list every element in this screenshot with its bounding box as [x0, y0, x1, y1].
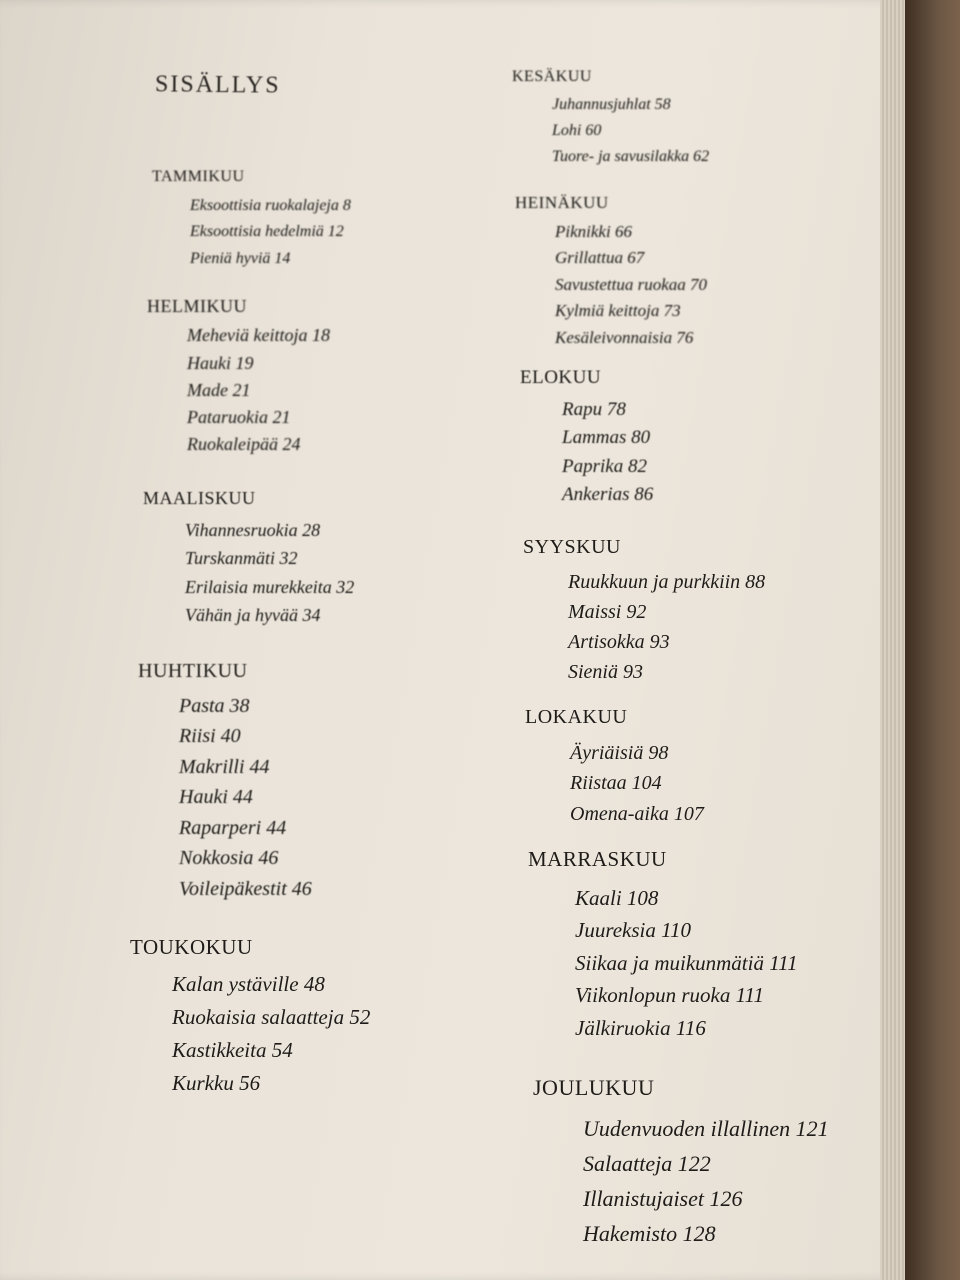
chapter-list: [552, 92, 709, 170]
chapter-entry: Kylmiä keittoja 73: [555, 301, 681, 320]
chapter-list: [179, 691, 312, 905]
book-edge-shadow: [905, 0, 960, 1280]
toc-section-lokakuu: [525, 702, 704, 829]
toc-section-elokuu: [520, 364, 653, 509]
chapter-entry: Juureksia 110: [575, 918, 692, 942]
page-edges: [880, 0, 905, 1280]
toc-section-maaliskuu: [143, 484, 354, 630]
chapter-entry: Turskanmäti 32: [185, 548, 298, 568]
month-heading: SYYSKUU: [523, 536, 621, 558]
chapter-entry: Ruokaleipää 24: [187, 434, 301, 455]
chapter-entry: Voileipäkestit 46: [179, 877, 312, 900]
chapter-entry: Kurkku 56: [172, 1071, 261, 1095]
chapter-entry: Pataruokia 21: [187, 407, 291, 428]
chapter-entry: Makrilli 44: [179, 755, 270, 778]
chapter-entry: Riistaa 104: [570, 772, 662, 794]
chapter-entry: Eksoottisia ruokalajeja 8: [190, 196, 351, 214]
toc-section-toukokuu: [130, 931, 370, 1100]
chapter-list: [190, 193, 351, 273]
chapter-list: [562, 396, 653, 509]
chapter-entry: Kesäleivonnaisia 76: [555, 327, 694, 347]
chapter-list: [187, 322, 330, 458]
month-heading: HUHTIKUU: [138, 660, 248, 682]
chapter-entry: Pieniä hyviä 14: [190, 249, 291, 267]
month-heading: JOULUKUU: [533, 1075, 655, 1100]
chapter-entry: Riisi 40: [179, 725, 241, 747]
chapter-entry: Made 21: [187, 379, 251, 400]
chapter-entry: Juhannusjuhlat 58: [552, 96, 671, 113]
page-title: SISÄLLYS: [154, 71, 281, 99]
chapter-entry: Lammas 80: [562, 427, 651, 449]
month-heading: HEINÄKUU: [515, 193, 609, 212]
toc-section-tammikuu: [152, 164, 351, 272]
chapter-entry: Savustettua ruokaa 70: [555, 274, 708, 294]
chapter-entry: Grillattua 67: [555, 248, 645, 267]
chapter-entry: Tuore- ja savusilakka 62: [552, 148, 710, 165]
chapter-entry: Kastikkeita 54: [172, 1038, 293, 1062]
chapter-entry: Illanistujaiset 126: [583, 1186, 743, 1211]
chapter-entry: Kalan ystäville 48: [172, 972, 325, 996]
chapter-entry: Lohi 60: [552, 122, 602, 139]
chapter-entry: Rapu 78: [562, 399, 626, 421]
chapter-entry: Pasta 38: [179, 694, 250, 717]
toc-section-heinäkuu: [515, 190, 707, 351]
chapter-list: [583, 1111, 829, 1251]
month-heading: ELOKUU: [520, 367, 602, 388]
month-heading: TAMMIKUU: [152, 168, 245, 185]
chapter-entry: Vähän ja hyvää 34: [185, 605, 321, 625]
chapter-entry: Siikaa ja muikunmätiä 111: [575, 950, 798, 975]
chapter-entry: Piknikki 66: [555, 221, 632, 241]
month-heading: TOUKOKUU: [130, 935, 253, 959]
chapter-entry: Hauki 44: [179, 786, 253, 808]
chapter-entry: Uudenvuoden illallinen 121: [583, 1116, 829, 1141]
toc-section-joulukuu: [533, 1070, 829, 1251]
chapter-list: [575, 882, 798, 1045]
chapter-list: [185, 516, 354, 630]
chapter-entry: Artisokka 93: [568, 631, 670, 653]
toc-section-syyskuu: [523, 532, 765, 687]
chapter-list: [570, 738, 704, 830]
chapter-entry: Paprika 82: [562, 455, 647, 477]
chapter-entry: Nokkosia 46: [179, 847, 279, 869]
month-heading: MAALISKUU: [143, 488, 256, 508]
chapter-entry: Hauki 19: [187, 352, 254, 373]
chapter-entry: Omena-aika 107: [570, 802, 704, 825]
chapter-entry: Äyriäisiä 98: [570, 741, 669, 764]
chapter-list: [172, 968, 370, 1100]
month-heading: KESÄKUU: [512, 68, 592, 85]
chapter-list: [555, 219, 707, 352]
chapter-entry: Meheviä keittoja 18: [187, 325, 330, 346]
chapter-entry: Eksoottisia hedelmiä 12: [190, 223, 344, 240]
toc-section-helmikuu: [147, 293, 330, 459]
chapter-entry: Ankerias 86: [562, 483, 654, 505]
chapter-entry: Vihannesruokia 28: [185, 519, 321, 540]
chapter-entry: Raparperi 44: [179, 816, 287, 839]
chapter-entry: Ruukkuun ja purkkiin 88: [568, 571, 766, 593]
chapter-entry: Ruokaisia salaatteja 52: [172, 1005, 371, 1029]
toc-section-marraskuu: [528, 843, 798, 1044]
chapter-list: [568, 567, 765, 687]
chapter-entry: Erilaisia murekkeita 32: [185, 576, 355, 597]
chapter-entry: Sieniä 93: [568, 661, 643, 683]
month-heading: LOKAKUU: [525, 706, 628, 728]
toc-section-kesäkuu: [512, 64, 709, 170]
chapter-entry: Viikonlopun ruoka 111: [575, 983, 764, 1007]
month-heading: HELMIKUU: [147, 296, 247, 316]
toc-section-huhtikuu: [138, 656, 312, 904]
chapter-entry: Maissi 92: [568, 601, 647, 623]
chapter-entry: Kaali 108: [575, 885, 659, 910]
chapter-entry: Salaatteja 122: [583, 1151, 711, 1176]
chapter-entry: Jälkiruokia 116: [575, 1015, 706, 1040]
chapter-entry: Hakemisto 128: [583, 1221, 716, 1246]
month-heading: MARRASKUU: [528, 847, 667, 871]
